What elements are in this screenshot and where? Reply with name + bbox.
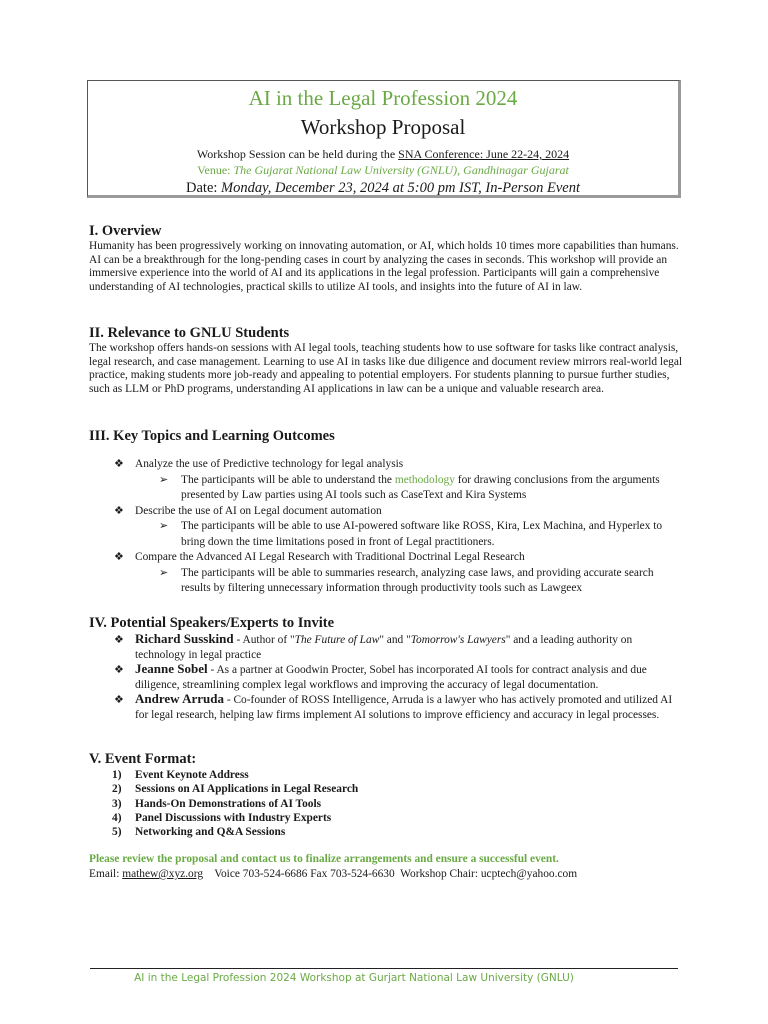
session-prefix: Workshop Session can be held during the bbox=[196, 147, 399, 161]
document-title: AI in the Legal Profession 2024 bbox=[248, 86, 518, 110]
overview-section bbox=[89, 222, 683, 294]
date-line bbox=[88, 179, 678, 197]
format-text: Panel Discussions with Industry Experts bbox=[135, 811, 332, 824]
speaker-desc: " and " bbox=[379, 634, 411, 646]
relevance-heading: II. Relevance to GNLU Students bbox=[89, 325, 290, 341]
topic-outcome: ➢ The participants will be able to use AI-powered software like ROSS, Kira, Lex Machina, and Hyperlex to bring down the time limitations posed in front of Legal practitioners. bbox=[89, 519, 683, 550]
topics-section bbox=[89, 427, 683, 597]
format-item bbox=[89, 768, 683, 782]
venue-value: The Gujarat National Law University (GNLU), Gandhinagar Gujarat bbox=[233, 163, 569, 177]
session-line bbox=[88, 146, 678, 162]
format-number: 3) bbox=[112, 797, 122, 810]
speaker-item bbox=[89, 662, 683, 692]
topics-heading: III. Key Topics and Learning Outcomes bbox=[89, 428, 335, 444]
format-text: Event Keynote Address bbox=[135, 769, 249, 781]
book-title: The Future of Law bbox=[294, 634, 380, 646]
format-number: 1) bbox=[112, 769, 122, 781]
speaker-desc: - As a partner at Goodwin Procter, Sobel has incorporated AI tools for contract analysis and due diligence, streamlining complex legal workflows and improving the accuracy of legal documentation. bbox=[135, 664, 647, 691]
session-conference: SNA Conference: June 22-24, 2024 bbox=[398, 147, 570, 161]
footer-divider bbox=[90, 968, 678, 969]
venue-line bbox=[88, 163, 678, 178]
topic-item: ❖ Analyze the use of Predictive technology for legal analysis bbox=[89, 457, 683, 473]
venue-label: Venue: bbox=[197, 163, 234, 177]
title-box bbox=[87, 80, 681, 198]
format-section bbox=[89, 750, 683, 839]
format-text: Networking and Q&A Sessions bbox=[135, 826, 286, 839]
speaker-item bbox=[89, 632, 683, 662]
format-number: 4) bbox=[112, 811, 122, 824]
format-number: 2) bbox=[112, 783, 122, 796]
closing-section bbox=[89, 852, 683, 882]
format-item bbox=[89, 825, 683, 839]
speaker-name: Richard Susskind bbox=[135, 631, 234, 646]
overview-heading: I. Overview bbox=[89, 223, 162, 239]
contact-line bbox=[89, 867, 683, 882]
outcome-text: for drawing conclusions from the arguments presented by Law parties using AI tools such as CaseText and Kira Systems bbox=[181, 473, 660, 501]
date-value: Monday, December 23, 2024 at 5:00 pm IST, In-Person Event bbox=[221, 180, 580, 196]
speaker-desc: " and a leading authority on technology in legal practice bbox=[135, 634, 633, 661]
topics-list bbox=[89, 457, 683, 597]
topic-item: ❖ Describe the use of AI on Legal document automation bbox=[89, 504, 683, 520]
topic-outcome: ➢ The participants will be able to summaries research, analyzing case laws, and providing accurate search results by filtering unnecessary information through productivity tools such as Lawgeex bbox=[89, 566, 683, 597]
format-heading: V. Event Format: bbox=[89, 751, 197, 767]
speaker-desc: - Author of " bbox=[233, 634, 295, 646]
outcome-text: The participants will be able to understand the bbox=[181, 473, 395, 486]
format-list bbox=[89, 768, 683, 839]
speakers-heading: IV. Potential Speakers/Experts to Invite bbox=[89, 615, 335, 631]
speaker-name: Jeanne Sobel bbox=[135, 661, 208, 677]
closing-message: Please review the proposal and contact us to finalize arrangements and ensure a successful event. bbox=[89, 853, 559, 865]
book-title: Tomorrow's Lawyers bbox=[410, 634, 506, 646]
topic-item: ❖ Compare the Advanced AI Legal Research with Traditional Doctrinal Legal Research bbox=[89, 550, 683, 566]
relevance-text: The workshop offers hands-on sessions with AI legal tools, teaching students how to use software for tasks like contract analysis, legal research, and case management. Learning to use AI in tasks like due diligence and document review mirrors real-world legal practice, making students more job-ready and appealing to potential employers. For students planning to pursue further studies, such as LLM or PhD programs, understanding AI applications in law can be a unique and valuable research area. bbox=[89, 342, 683, 395]
format-number: 5) bbox=[112, 826, 122, 839]
document-subtitle: Workshop Proposal bbox=[300, 115, 466, 139]
format-item bbox=[89, 811, 683, 825]
speaker-name: Andrew Arruda bbox=[135, 691, 224, 707]
date-label: Date: bbox=[186, 180, 222, 196]
speakers-section bbox=[89, 614, 683, 723]
format-item bbox=[89, 797, 683, 811]
relevance-section bbox=[89, 324, 683, 396]
overview-text: Humanity has been progressively working on innovating automation, or AI, which holds 10 times more capabilities than humans. AI can be a breakthrough for the long-pending cases in court by analyzing the cases in seconds. This workshop will provide an immersive experience into the world of AI and its applications in the legal profession. Participants will gain a comprehensive understanding of AI technologies, practical skills to utilize AI tools, and insights into the future of AI in law. bbox=[89, 240, 679, 293]
speaker-item bbox=[89, 692, 683, 722]
speakers-list bbox=[89, 632, 683, 723]
speaker-desc: - Co-founder of ROSS Intelligence, Arruda is a lawyer who has actively promoted and utilized AI for legal research, helping law firms implement AI solutions to improve efficiency and accuracy in legal processes. bbox=[135, 694, 673, 721]
email-link[interactable]: mathew@xyz.org bbox=[122, 868, 204, 880]
methodology-highlight: methodology bbox=[394, 473, 455, 486]
contact-details: Voice 703-524-6686 Fax 703-524-6630 Workshop Chair: ucptech@yahoo.com bbox=[203, 868, 578, 880]
email-label: Email: bbox=[89, 868, 123, 880]
footer-text: AI in the Legal Profession 2024 Workshop at Gurjart National Law University (GNLU) bbox=[134, 972, 574, 984]
topic-outcome bbox=[89, 473, 683, 504]
format-text: Sessions on AI Applications in Legal Research bbox=[135, 783, 359, 796]
format-text: Hands-On Demonstrations of AI Tools bbox=[135, 797, 322, 810]
format-item bbox=[89, 782, 683, 796]
